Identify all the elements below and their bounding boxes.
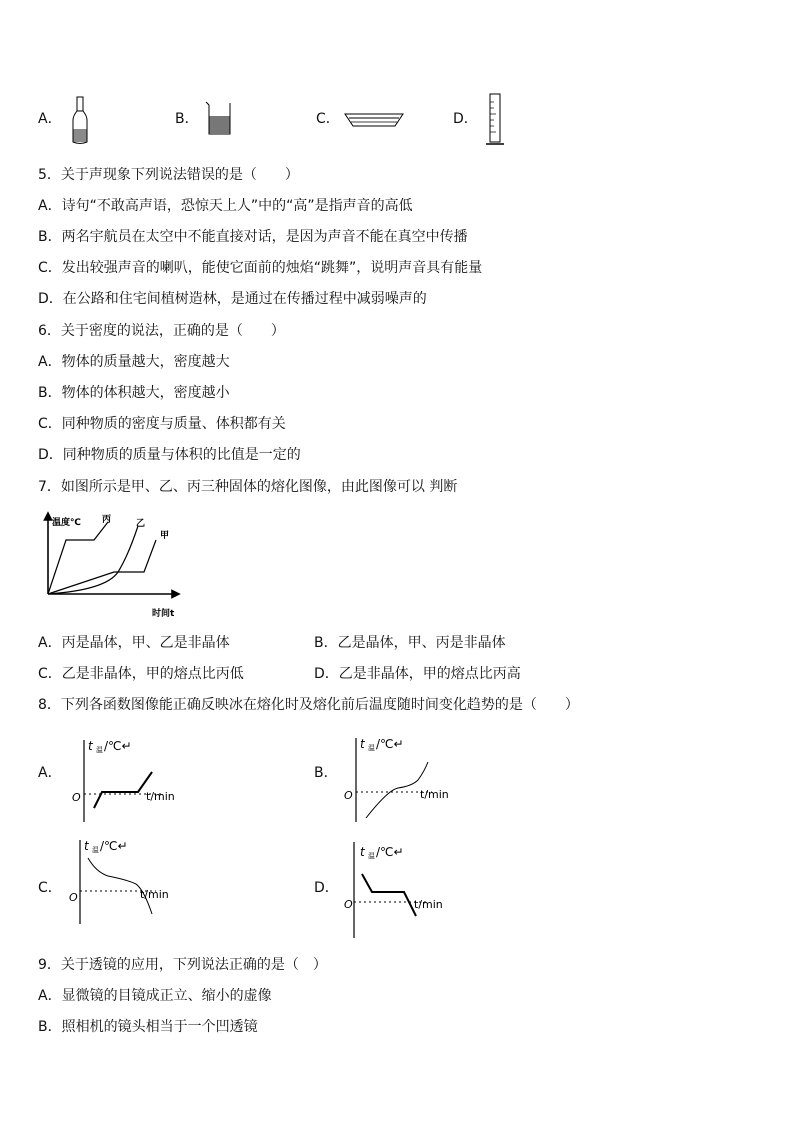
q7-curve-yi-label: 乙 xyxy=(136,519,146,529)
q8-a-axis-x: t/min xyxy=(146,790,175,803)
q7-curve-jia-label: 甲 xyxy=(160,531,170,541)
q7-option-a: A．丙是晶体，甲、乙是非晶体 xyxy=(38,635,230,651)
q8-c-axis-t: t xyxy=(84,839,89,853)
q7-option-b: B．乙是晶体，甲、丙是非晶体 xyxy=(314,635,506,651)
q8-option-c-label: C． xyxy=(38,880,62,896)
q7-stem: 7．如图所示是甲、乙、丙三种固体的熔化图像，由此图像可以 判断 xyxy=(38,479,458,495)
q8-a-axis-unit: /℃↵ xyxy=(104,739,132,753)
q8-d-axis-sub: 温 xyxy=(368,852,375,860)
q4-option-a-label: A． xyxy=(38,111,62,127)
q7-curve-bing xyxy=(48,522,108,594)
q8-graph-a xyxy=(66,734,186,826)
q8-c-axis-sub: 温 xyxy=(92,846,99,854)
bottle-icon xyxy=(70,96,90,146)
q5-option-b: B．两名宇航员在太空中不能直接对话，是因为声音不能在真空中传播 xyxy=(38,229,468,245)
q5-stem: 5．关于声现象下列说法错误的是（ ） xyxy=(38,167,299,183)
q8-option-d-label: D． xyxy=(314,880,339,896)
q6-option-b: B．物体的体积越大，密度越小 xyxy=(38,385,230,401)
q8-a-axis-t: t xyxy=(88,739,93,753)
q8-d-axis-t: t xyxy=(360,845,365,859)
q4-option-c-label: C． xyxy=(316,111,340,127)
q6-option-d: D．同种物质的质量与体积的比值是一定的 xyxy=(38,447,301,463)
q7-curve-yi xyxy=(48,526,138,594)
q8-b-axis-unit: /℃↵ xyxy=(376,737,404,751)
q5-option-d: D．在公路和住宅间植树造林，是通过在传播过程中减弱噪声的 xyxy=(38,291,427,307)
q8-option-b-label: B． xyxy=(314,765,338,781)
beaker-icon xyxy=(204,100,234,138)
q8-d-origin: O xyxy=(344,898,353,911)
dish-icon xyxy=(343,110,405,130)
q9-option-a: A．显微镜的目镜成正立、缩小的虚像 xyxy=(38,988,272,1004)
q7-melting-graph xyxy=(36,510,186,622)
q7-x-label: 时间t xyxy=(152,609,175,619)
graduated-cylinder-icon xyxy=(484,92,506,148)
q8-a-origin: O xyxy=(72,791,81,804)
q8-b-origin: O xyxy=(344,789,353,802)
q8-a-axis-sub: 温 xyxy=(96,746,103,754)
q7-option-c: C．乙是非晶体，甲的熔点比丙低 xyxy=(38,666,244,682)
q8-option-a-label: A． xyxy=(38,765,62,781)
q7-y-label: 温度℃ xyxy=(52,518,81,528)
q4-option-b-label: B． xyxy=(175,111,199,127)
q9-stem: 9．关于透镜的应用，下列说法正确的是（ ） xyxy=(38,957,327,973)
q5-option-c: C．发出较强声音的喇叭，能使它面前的烛焰“跳舞”，说明声音具有能量 xyxy=(38,260,483,276)
q9-option-b: B．照相机的镜头相当于一个凹透镜 xyxy=(38,1019,258,1035)
q6-option-a: A．物体的质量越大，密度越大 xyxy=(38,354,230,370)
q8-c-axis-x: t/min xyxy=(140,888,169,901)
q7-option-d: D．乙是非晶体，甲的熔点比丙高 xyxy=(314,666,521,682)
q8-d-axis-x: t/min xyxy=(414,898,443,911)
q8-c-origin: O xyxy=(69,891,78,904)
q8-b-axis-t: t xyxy=(360,737,365,751)
q8-graph-b xyxy=(336,734,466,826)
q8-graph-d xyxy=(336,836,456,940)
q8-graph-c xyxy=(66,836,186,928)
q4-option-d-label: D． xyxy=(453,111,478,127)
q8-c-axis-unit: /℃↵ xyxy=(100,839,128,853)
q8-b-axis-x: t/min xyxy=(420,788,449,801)
q8-d-axis-unit: /℃↵ xyxy=(376,845,404,859)
q6-option-c: C．同种物质的密度与质量、体积都有关 xyxy=(38,416,286,432)
q7-curve-jia xyxy=(48,540,156,594)
q6-stem: 6．关于密度的说法，正确的是（ ） xyxy=(38,323,285,339)
q5-option-a: A．诗句“不敢高声语，恐惊天上人”中的“高”是指声音的高低 xyxy=(38,198,413,214)
q8-stem: 8．下列各函数图像能正确反映冰在熔化时及熔化前后温度随时间变化趋势的是（ ） xyxy=(38,697,579,713)
q7-curve-bing-label: 丙 xyxy=(102,515,112,525)
q8-b-axis-sub: 温 xyxy=(368,744,375,752)
